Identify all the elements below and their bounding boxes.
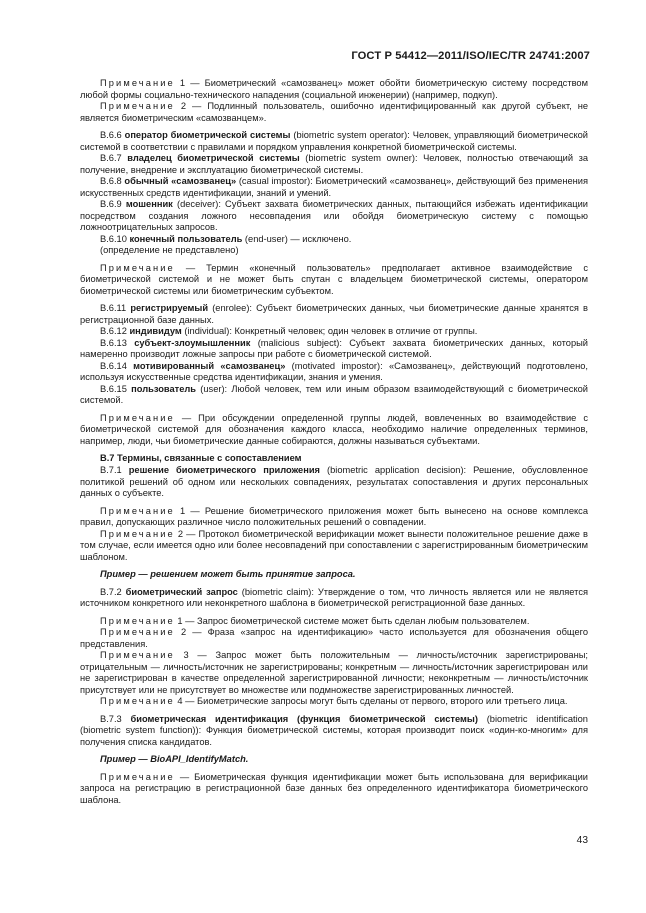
- page-number: 43: [576, 835, 588, 846]
- note-paragraph: Примечание 1 — Биометрический «самозванец» может обойти биометрическую систему посредством любой формы социально-технического нападения (социальной инженерии) (например, подкуп).: [80, 78, 588, 100]
- document-body: [80, 78, 588, 806]
- note-paragraph: Примечание — При обсуждении определенной группы людей, вовлеченных во взаимодействие с биометрической системой для обозначения каждого класса, необходимо наличие определенных терминов, например, люди, чьи биометрические данные собираются, должны называться субъектами.: [80, 412, 588, 446]
- term-definition: В.7.2 биометрический запрос (biometric claim): Утверждение о том, что личность является или не является источником конкретного или неконкретного шаблона в биометрической регистрационной базе данных.: [80, 586, 589, 609]
- note-paragraph: Примечание — Термин «конечный пользователь» предполагает активное взаимодействие с биометрической системой и не может быть спутан с владельцем биометрической системы, оператором биометрической системы или биометрическим субъектом.: [80, 262, 588, 296]
- note-paragraph: Примечание 2 — Подлинный пользователь, ошибочно идентифицированный как другой субъект, не является биометрическим «самозванцем».: [80, 101, 588, 123]
- term-definition: В.6.14 мотивированный «самозванец» (motivated impostor): «Самозванец», действующий подготовлено, используя искусственные средства идентификации, знания и умения.: [80, 360, 588, 383]
- note-paragraph: Примечание 1 — Решение биометрического приложения может быть вынесено на основе комплекса правил, допускающих различное число положительных решений о совпадении.: [80, 505, 588, 528]
- term-definition: В.6.8 обычный «самозванец» (casual impostor): Биометрический «самозванец», действующий без применения искусственных средств идентификации, знаний и умений.: [80, 176, 588, 198]
- note-paragraph: Примечание 1 — Запрос биометрической системе может быть сделан любым пользователем.: [100, 615, 530, 626]
- term-definition: В.6.11 регистрируемый (enrolee): Субъект биометрических данных, чьи биометрические данные хранятся в регистрационной базе данных.: [80, 303, 589, 325]
- note-paragraph: Примечание 2 — Протокол биометрической верификации может вынести положительное решение даже в том случае, если имеется одно или более несовпадений при сопоставлении с зарегистрированным биометрическим шаблоном.: [80, 528, 588, 562]
- example-paragraph: Пример — BioAPI_IdentifyMatch.: [100, 754, 249, 765]
- note-paragraph: Примечание 3 — Запрос может быть положительным — личность/источник зарегистрированы; отрицательным — личность/источник не зарегистрированы; конкретным — личность/источник зарегистрирован или не зарегистрирован в качестве определенной зарегистрированной личности; неконкретным — личность/источник присутствует или не присутствует во множестве или подмножестве зарегистрированных личностей.: [80, 650, 588, 695]
- note-paragraph: Примечание 4 — Биометрические запросы могут быть сделаны от первого, второго или третьего лица.: [100, 696, 568, 707]
- term-definition: В.6.6 оператор биометрической системы (biometric system operator): Человек, управляющий биометрической системой в соответствии с правилами и порядком управления конкретной биометрической системы.: [80, 130, 589, 152]
- term-definition: В.6.7 владелец биометрической системы (biometric system owner): Человек, полностью отвечающий за получение, внедрение и эксплуатацию биометрической системы.: [80, 153, 588, 175]
- definition-note: (определение не представлено): [100, 245, 239, 256]
- term-definition: В.6.10 конечный пользователь (end-user) — исключено.: [100, 233, 352, 244]
- section-heading: В.7 Термины, связанные с сопоставлением: [100, 453, 302, 464]
- example-paragraph: Пример — решением может быть принятие запроса.: [100, 569, 356, 580]
- term-definition: В.6.15 пользователь (user): Любой человек, тем или иным образом взаимодействующий с биометрической системой.: [80, 383, 588, 406]
- term-definition: В.6.9 мошенник (deceiver): Субъект захвата биометрических данных, пытающийся избежать идентификации посредством создания ложного несовпадения или обойдя биометрическую систему с помощью ложноотрицательных запросов.: [80, 199, 589, 233]
- term-definition: В.6.13 субъект-злоумышленник (malicious subject): Субъект захвата биометрических данных, который намеренно производит ложные запросы при работе с биометрической системой.: [80, 337, 588, 360]
- note-paragraph: Примечание — Биометрическая функция идентификации может быть использована для верификации запроса на регистрацию в регистрационной базе данных без определенного идентификатора биометрического шаблона.: [80, 771, 588, 805]
- document-header: ГОСТ Р 54412—2011/ISO/IEC/TR 24741:2007: [351, 50, 590, 62]
- term-definition: В.7.1 решение биометрического приложения (biometric application decision): Решение, обусловленное политикой решений об одном или нескольких совпадениях, результатах сопоставления и других персональных данных о субъекте.: [80, 464, 588, 499]
- term-definition: В.6.12 индивидум (individual): Конкретный человек; один человек в отличие от группы.: [100, 326, 478, 337]
- term-definition: В.7.3 биометрическая идентификация (функция биометрической системы) (biometric identification (biometric system function)): Функция биометрической системы, которая производит поиск «один-ко-многим» для получения списка кандидатов.: [80, 713, 588, 747]
- note-paragraph: Примечание 2 — Фраза «запрос на идентификацию» часто используется для обозначения общего представления.: [80, 627, 588, 649]
